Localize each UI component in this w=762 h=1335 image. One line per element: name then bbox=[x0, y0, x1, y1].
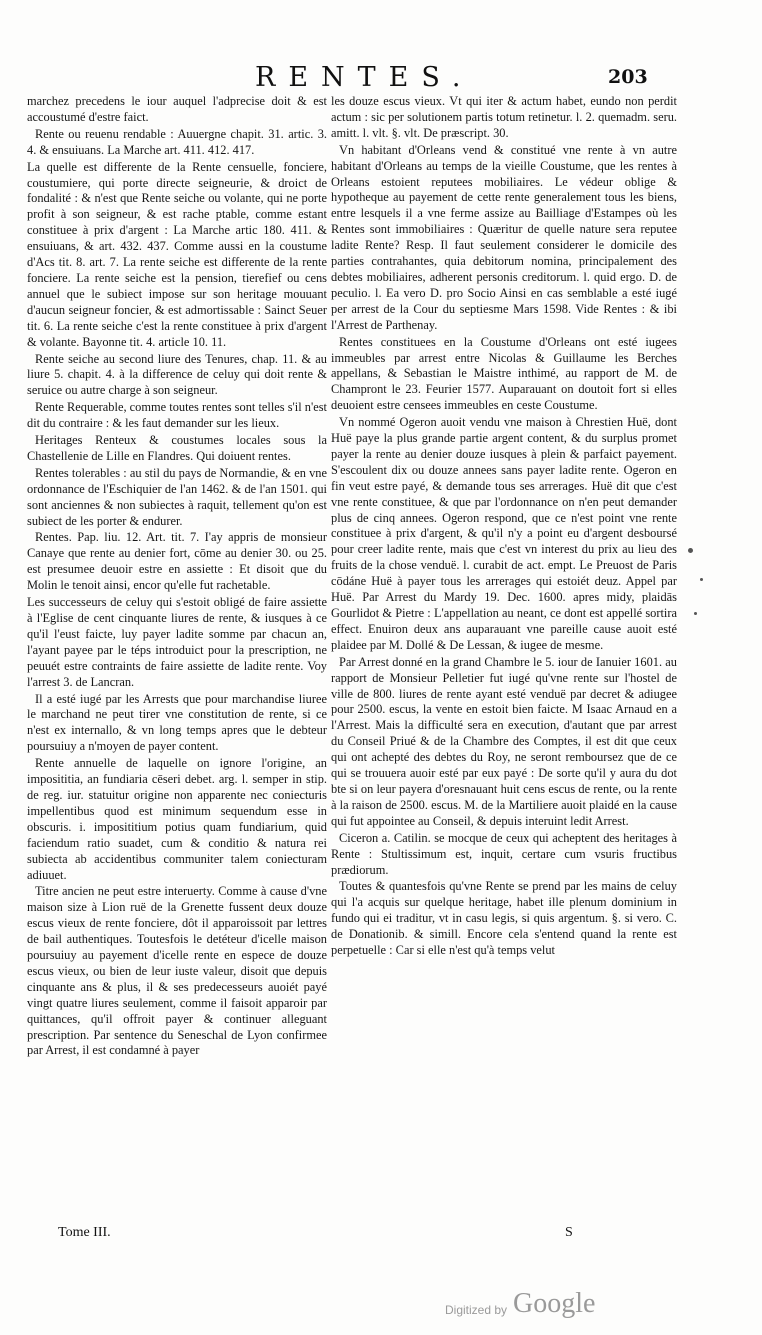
left-paragraph: Rente Requerable, comme toutes rentes sont telles s'il n'est dit du contraire : & les faut demander sur les lieux. bbox=[27, 400, 327, 431]
watermark-prefix: Digitized by bbox=[445, 1303, 508, 1317]
google-logo: Google bbox=[513, 1288, 596, 1319]
page-footer bbox=[0, 1225, 762, 1245]
left-paragraph: Rente seiche au second liure des Tenures, chap. 11. & au liure 5. chapit. 4. à la difference de celuy qui doit rente & seruice ou autre charge à son seigneur. bbox=[27, 351, 327, 398]
left-paragraph: Les successeurs de celuy qui s'estoit obligé de faire assiette à l'Eglise de cent cinquante liures de rente, & iusques à ce qu'il l'eust faicte, luy payer ladite somme par chacun an, l'ayant payee par le téps introduict pour la prescription, ne peuuét estre contraints de faire assiette de ladite rente. Voy l'arrest 3. de Lancran. bbox=[27, 595, 327, 689]
right-paragraph: Toutes & quantesfois qu'vne Rente se prend par les mains de celuy qui l'a acquis sur quelque heritage, habet ille plenum dominium in fundo qui ei traditur, vt in casu legis, si quis argentum. §. si vero. C. de Donationib. & simill. Encore cela s'entend quand la rente est perpetuelle : Car si elle n'est qu'à temps velut bbox=[331, 879, 677, 958]
left-paragraph: marchez precedens le iour auquel l'adprecise doit & est accoustumé d'estre faict. bbox=[27, 94, 327, 124]
left-paragraph: Rente annuelle de laquelle on ignore l'origine, an imposititia, an fundiaria cēseri debet. arg. l. semper in stip. de reg. iur. statuitur origine non apparente nec coniecturis impellentibus quod est minimum sequendum esse in obscuris. i. imposititium potius quam fundiarium, quid faciendum ratio suadet, cum & conditio & natura rei subiecta ab accidentibus communiter talem coniecturam adiuuet. bbox=[27, 756, 327, 882]
running-title: RENTES. bbox=[255, 62, 474, 93]
left-paragraph: Il a esté iugé par les Arrests que pour marchandise liuree le marchand ne peut tirer vne constitution de rente, si ce n'est ex internallo, & vn long temps apres que le debteur poursuiuy a n'moyen de payer content. bbox=[27, 691, 327, 754]
right-paragraph: Par Arrest donné en la grand Chambre le 5. iour de Ianuier 1601. au rapport de Monsieur Pelletier fut iugé qu'vne rente sur l'hostel de ville de 800. liures de rente ayant esté venduë par decret & adiugee pour 2500. escus, la vente en estoit bien faicte. M Isaac Arnaud en a l'Arrest. Mais la difficulté sera en execution, d'autant que par arrest du Conseil Priué & de la Chambre des Comptes, il est dit que ceux qui ont achepté des debtes du Roy, ne seront remboursez que de ce qui se trouuera auoir esté par eux payé : De sorte qu'il y aura du dot bte si on leur payera d'oresnauant huit cens escus de rente, ou la rente à la raison de 2500. escus. M. de la Martiliere auoit plaidé en la cause qui fut appointee au Conseil, & depuis interuint ledit Arrest. bbox=[331, 654, 677, 828]
volume-label: Tome III. bbox=[58, 1225, 111, 1240]
running-head bbox=[0, 62, 762, 92]
ink-speck bbox=[694, 612, 697, 615]
left-paragraph: Rente ou reuenu rendable : Auuergne chapit. 31. artic. 3. 4. & ensuiuans. La Marche art. 411. 412. 417. bbox=[27, 126, 327, 157]
right-column bbox=[331, 94, 677, 960]
left-paragraph: Rentes. Pap. liu. 12. Art. tit. 7. I'ay appris de monsieur Canaye que rente au denier fort, cōme au denier 30. ou 25. est presumee deuoir estre en assiette : Et disoit que du Molin le tenoit ainsi, encor qu'elle fut rachetable. bbox=[27, 530, 327, 593]
left-paragraph: Titre ancien ne peut estre interuerty. Comme à cause d'vne maison size à Lion ruë de la Grenette fussent deux douze escus vieux de rente fonciere, dôt il apparoissoit par lettres de bail authentiques. Toutesfois le detéteur d'icelle maison poursuiuy au payement d'icelle rente en espece de douze escus vieux, ou bien de leur iuste valeur, disoit que depuis cinquante ans & plus, il & ses predecesseurs auoiét payé vingt quatre liures seulement, comme il faisoit apparoir par quittances, qu'il offroit payer & continuer alleguant prescription. Par sentence du Seneschal de Lyon confirmee par Arrest, il est condamné à payer bbox=[27, 884, 327, 1058]
ink-speck bbox=[688, 548, 693, 553]
right-paragraph: Vn habitant d'Orleans vend & constitué vne rente à vn autre habitant d'Orleans au temps de la vieille Coustume, que les rentes à Orleans estoient reputees mobiliaires. Le védeur oblige & hypotheque au payement de cette rente generalement tous les biens, entre lesquels il a vne ferme assize au Bailliage d'Estampes où les Rentes sont immobiliaires : Quæritur de quelle nature sera reputee ladite Rente? Resp. Il faut seulement considerer le domicile des parties contrahantes, quia debitorum nomina, principalement des debtes mobiliaires, adherent personis creditorum. l. quid ergo. D. de peculio. l. Ea vero D. pro Socio Ainsi en cas semblable a esté iugé per arrest de la Cour du septiesme Mars 1598. Vide Rentes : & ibi l'Arrest de Parthenay. bbox=[331, 142, 677, 332]
ink-speck bbox=[700, 578, 703, 581]
page-number: 203 bbox=[608, 66, 648, 88]
left-paragraph: Rentes tolerables : au stil du pays de Normandie, & en vne ordonnance de l'Eschiquier de l'an 1462. & de l'an 1501. qui sont anciennes & non subiectes à raquit, tellement qu'on est subiect de les porter & endurer. bbox=[27, 465, 327, 528]
right-paragraph: Ciceron a. Catilin. se mocque de ceux qui acheptent des heritages à Rente : Stultissimum est, inquit, certare cum vsuris fructibus prædiorum. bbox=[331, 830, 677, 877]
right-paragraph: Rentes constituees en la Coustume d'Orleans ont esté iugees immeubles par arrest entre Nicolas & Guillaume les Berches appellans, & Sebastian le Maistre inthimé, au rapport de M. de Champront le 23. Feurier 1577. Auparauant on doutoit fort si elles deuoient estre censees immeubles en ceste Coustume. bbox=[331, 334, 677, 413]
left-column bbox=[27, 94, 327, 1060]
right-paragraph: les douze escus vieux. Vt qui iter & actum habet, eundo non perdit actum : sic per solutionem partis totum retinetur. l. 2. quemadm. seru. amitt. l. vlt. §. vlt. De præscript. 30. bbox=[331, 94, 677, 140]
left-paragraph: Heritages Renteux & coustumes locales sous la Chastellenie de Lille en Flandres. Qui doiuent rentes. bbox=[27, 433, 327, 463]
right-paragraph: Vn nommé Ogeron auoit vendu vne maison à Chrestien Huë, dont Huë paye la plus grande partie argent content, & du surplus promet payer la rente au denier douze iusques à plein & parfaict payement. S'escoulent dix ou douze annees sans payer ladite rente. Ogeron en fin veut estre payé, & demande tous ses arrerages. Huë dit que c'est vne rente constituee, & que par l'ordonnance on n'en peut demander plus de cinq annees. Ogeron respond, que ce n'est point vne rente constituee à prix d'argent, & qu'il n'y a point eu d'argent desboursé pour creer ladite rente, mais que c'est vn interest du prix au lieu des fruits de la chose venduë. l. curabit de act. empt. Le Preuost de Paris cōdáne Huë à payer tous les arrerages qui estoiét deuz. Appel par Huë. Par Arrest du Mardy 19. Dec. 1600. apres midy, plaidās Gourlidot & Pietre : L'appellation au neant, ce dont est appellé sortira effect. Enuiron deux ans auparauant vne pareille cause auoit esté plaidee par M. Dollé & De Lessan, & iugee de mesme. bbox=[331, 415, 677, 652]
left-paragraph: La quelle est differente de la Rente censuelle, fonciere, coustumiere, qui porte directe seigneurie, & droict de fondalité : & n'est que Rente seiche ou volante, qui ne porte profit à son seigneur, & est rache ptable, comme estant constituee à prix d'argent : La Marche artic 180. 411. & ensuiuans, & art. 432. 437. Comme aussi en la coustume d'Acs tit. 8. art. 7. La rente seiche est differente de la rente fonciere. La rente seiche est la pension, tierefief ou cens annuel que le subiect impose sur son heritage mouuant d'aucun seigneur foncier, & est admortissable : Sainct Seuer tit. 6. La rente seiche c'est la rente constituee à prix d'argent & volante. Bayonne tit. 4. article 10. 11. bbox=[27, 159, 327, 349]
signature-mark: S bbox=[565, 1225, 573, 1240]
